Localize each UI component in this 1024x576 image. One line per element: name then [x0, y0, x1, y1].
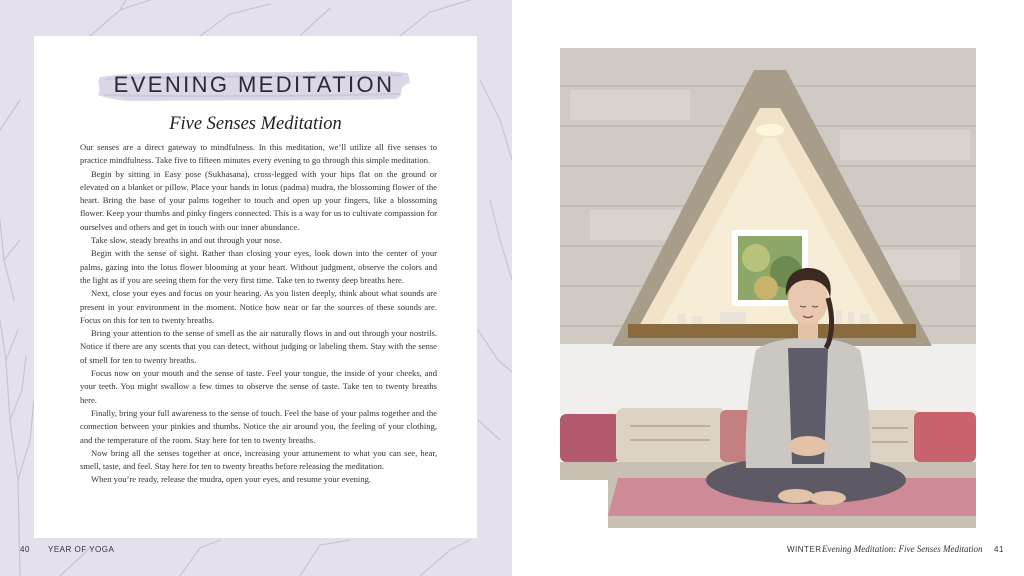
body-paragraph: Take slow, steady breaths in and out through your nose. — [91, 235, 282, 246]
running-head — [822, 544, 982, 554]
heading-banner — [96, 64, 412, 104]
section-title: EVENING MEDITATION — [113, 72, 395, 97]
body-paragraph: Begin with the sense of sight. Rather than closing your eyes, look down into the center of your palms, gazing into the lotus flower blooming at your heart. Without judgment, observe the colors and the light as if you are seeing them for the very first time. Take ten to twenty deep breaths here. — [80, 248, 437, 285]
body-paragraph: Bring your attention to the sense of smell as the air naturally flows in and out through your nostrils. Notice if there are any scents that you can detect, without judging or labeling them. Stay with the sense of smell for ten to twenty breaths. — [80, 328, 437, 365]
content-card — [34, 36, 477, 538]
left-page-number: 40 — [20, 545, 30, 554]
season-label: WINTER — [787, 545, 822, 554]
body-paragraph: Our senses are a direct gateway to mindfulness. In this meditation, we’ll utilize all five senses to practice mindfulness. Take five to fifteen minutes every evening to go through this simple meditation. — [80, 142, 437, 166]
meditation-subtitle: Five Senses Meditation — [169, 114, 342, 134]
body-paragraph: Focus now on your mouth and the sense of taste. Feel your tongue, the inside of your cheeks, and your teeth. You might swallow a few times to observe the sense of taste. Take ten to twenty breaths here. — [80, 368, 437, 405]
body-paragraph: Next, close your eyes and focus on your hearing. As you listen deeply, think about what sounds are present in your environment in the moment. Notice how near or far the sources of these sounds are. Focus on this for ten to twenty breaths. — [80, 288, 437, 325]
body-paragraph: When you’re ready, release the mudra, open your eyes, and resume your evening. — [91, 474, 372, 485]
right-page-number: 41 — [994, 545, 1004, 554]
running-head-text: Evening Meditation: Five Senses Meditation — [822, 544, 983, 554]
body-paragraph: Now bring all the senses together at once, increasing your attunement to what you can see, hear, smell, taste, and feel. Stay here for ten to twenty breaths before releasing the meditation. — [80, 447, 437, 472]
body-paragraph: Finally, bring your full awareness to the sense of touch. Feel the base of your palms together and the connection between your pinkies and thumbs. Notice the air around you, the feeling of your clothing, and the temperature of the room. Stay here for ten to twenty breaths. — [80, 407, 437, 445]
body-paragraph: Begin by sitting in Easy pose (Sukhasana), cross-legged with your hips flat on the ground or elevated on a blanket or pillow. Place your hands in lotus (padma) mudra, the blossoming flower of the heart. Bring the base of your palms together to touch and open up your fingers, like a blossoming flower. Keep your thumbs and pinky fingers connected. This is a way for us to cultivate compassion for ourselves and others and get in touch with our inner abundance. — [80, 168, 437, 232]
body-text — [80, 141, 437, 487]
book-title: YEAR OF YOGA — [48, 545, 115, 554]
meditation-photo — [560, 48, 976, 528]
